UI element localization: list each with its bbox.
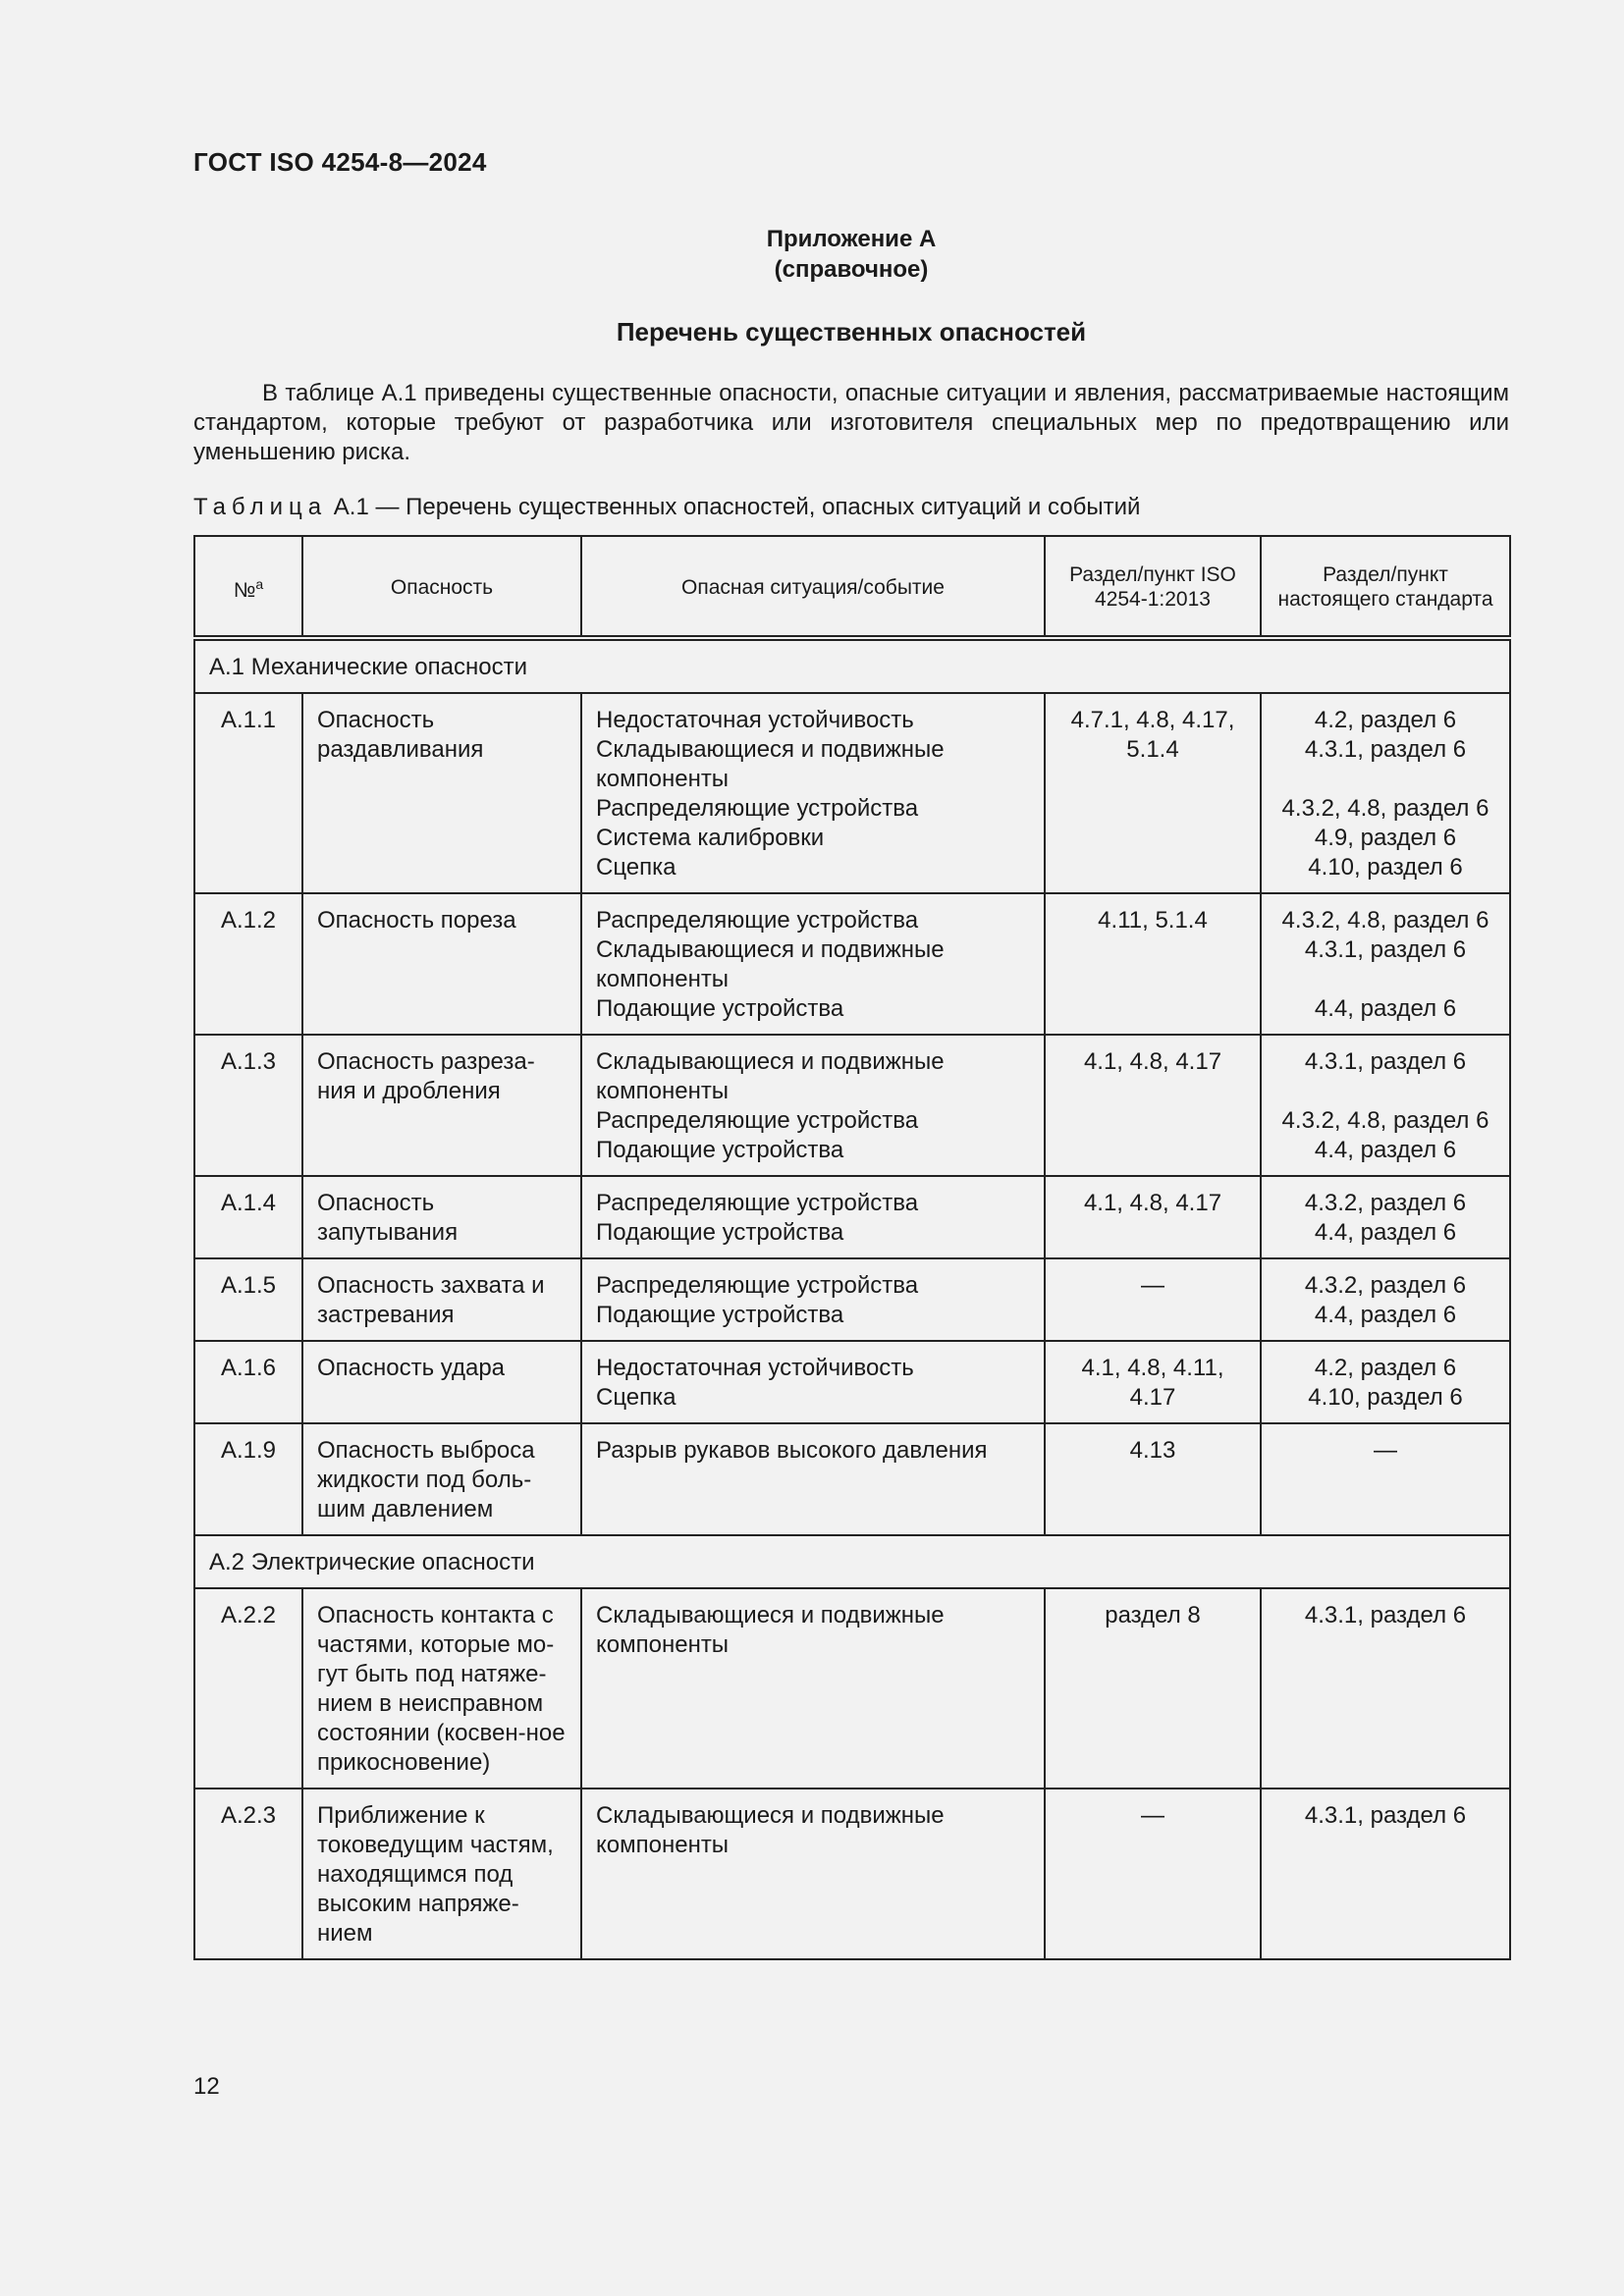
cell-num: А.1.6 (194, 1341, 302, 1423)
cell-hazard: Опасность выброса жидкости под боль-шим давлением (302, 1423, 581, 1535)
cell-line: 4.3.1, раздел 6 (1304, 1802, 1467, 1829)
cell-line: — (1374, 1437, 1397, 1464)
cell-line: Распределяющие устройства (596, 795, 919, 822)
header-std-section: Раздел/пункт настоящего стандарта (1261, 536, 1510, 638)
cell-num: А.1.5 (194, 1258, 302, 1341)
cell-line: 4.3.1, раздел 6 (1304, 1602, 1467, 1629)
cell-iso-section: раздел 8 (1045, 1588, 1261, 1789)
cell-line: 4.2, раздел 6 (1314, 707, 1457, 733)
cell-line: 4.3.2, 4.8, раздел 6 (1281, 795, 1489, 822)
cell-std-section (1261, 1258, 1510, 1341)
cell-hazard: Опасность пореза (302, 893, 581, 1035)
cell-hazard: Опасность захвата и застревания (302, 1258, 581, 1341)
cell-line: Складывающиеся и подвижные компоненты (596, 1048, 945, 1104)
cell-situations (581, 693, 1045, 893)
section-row-a2 (194, 1535, 1510, 1588)
cell-situations (581, 1423, 1045, 1535)
table-caption (193, 494, 1140, 521)
cell-std-section (1261, 1789, 1510, 1959)
cell-std-section (1261, 1035, 1510, 1176)
table-row (194, 693, 1510, 893)
annex-label (193, 224, 1509, 285)
table-row (194, 1258, 1510, 1341)
cell-std-section (1261, 693, 1510, 893)
cell-line: 4.3.1, раздел 6 (1304, 1048, 1467, 1075)
cell-iso-section: 4.1, 4.8, 4.11, 4.17 (1045, 1341, 1261, 1423)
header-situation: Опасная ситуация/событие (581, 536, 1045, 638)
header-iso-section: Раздел/пункт ISO 4254-1:2013 (1045, 536, 1261, 638)
cell-line: Складывающиеся и подвижные компоненты (596, 936, 945, 992)
cell-line: Складывающиеся и подвижные компоненты (596, 1802, 945, 1858)
cell-line: Недостаточная устойчивость (596, 707, 914, 733)
cell-line: Подающие устройства (596, 1137, 844, 1163)
header-num-footnote: a (255, 575, 264, 592)
header-num: №$^a$ (194, 536, 302, 638)
cell-line: Распределяющие устройства (596, 907, 919, 934)
hazards-table (193, 535, 1511, 1960)
cell-std-section (1261, 1423, 1510, 1535)
intro-paragraph (193, 379, 1509, 467)
cell-iso-section: 4.1, 4.8, 4.17 (1045, 1035, 1261, 1176)
cell-std-section (1261, 1588, 1510, 1789)
cell-iso-section: — (1045, 1789, 1261, 1959)
cell-line: 4.10, раздел 6 (1308, 1384, 1463, 1411)
cell-line: Складывающиеся и подвижные компоненты (596, 1602, 945, 1658)
cell-hazard: Опасность запутывания (302, 1176, 581, 1258)
cell-line: Недостаточная устойчивость (596, 1355, 914, 1381)
cell-line: 4.3.1, раздел 6 (1304, 736, 1467, 763)
cell-line: Сцепка (596, 854, 677, 881)
cell-num: А.1.3 (194, 1035, 302, 1176)
table-row (194, 1035, 1510, 1176)
cell-line: Система калибровки (596, 825, 825, 851)
table-row (194, 1176, 1510, 1258)
section-title-a1: А.1 Механические опасности (194, 638, 1510, 693)
table-row (194, 1341, 1510, 1423)
cell-line: 4.4, раздел 6 (1314, 1219, 1457, 1246)
cell-num: А.1.4 (194, 1176, 302, 1258)
cell-situations (581, 1035, 1045, 1176)
cell-line: 4.3.2, 4.8, раздел 6 (1281, 1107, 1489, 1134)
cell-line: Складывающиеся и подвижные компоненты (596, 736, 945, 792)
cell-situations (581, 1588, 1045, 1789)
cell-situations (581, 1789, 1045, 1959)
cell-hazard: Опасность раздавливания (302, 693, 581, 893)
annex-title: Приложение А (766, 226, 937, 252)
cell-line: Подающие устройства (596, 1219, 844, 1246)
annex-heading: Перечень существенных опасностей (616, 317, 1087, 347)
cell-situations (581, 1258, 1045, 1341)
cell-line: 4.4, раздел 6 (1314, 1137, 1457, 1163)
cell-iso-section: 4.7.1, 4.8, 4.17, 5.1.4 (1045, 693, 1261, 893)
cell-line: 4.3.2, 4.8, раздел 6 (1281, 907, 1489, 934)
page-number: 12 (193, 2073, 220, 2100)
cell-line (1275, 965, 1495, 994)
cell-std-section (1261, 1176, 1510, 1258)
cell-hazard: Опасность контакта с частями, которые мо-гут быть под натяже-нием в неисправном состоянии (косвен-ное прикосновение) (302, 1588, 581, 1789)
cell-hazard: Опасность разреза-ния и дробления (302, 1035, 581, 1176)
cell-num: А.2.3 (194, 1789, 302, 1959)
table-header-row (194, 536, 1510, 638)
section-row-a1 (194, 638, 1510, 693)
cell-num: А.1.9 (194, 1423, 302, 1535)
document-code: ГОСТ ISO 4254-8—2024 (193, 147, 487, 177)
cell-line: 4.3.2, раздел 6 (1304, 1272, 1467, 1299)
table-row (194, 1423, 1510, 1535)
cell-line: Подающие устройства (596, 995, 844, 1022)
cell-line: Сцепка (596, 1384, 677, 1411)
cell-iso-section: — (1045, 1258, 1261, 1341)
table-row (194, 1789, 1510, 1959)
cell-line (1275, 1077, 1495, 1106)
cell-situations (581, 893, 1045, 1035)
section-title-a2: А.2 Электрические опасности (194, 1535, 1510, 1588)
cell-line: Распределяющие устройства (596, 1107, 919, 1134)
cell-num: А.1.2 (194, 893, 302, 1035)
table-row (194, 1588, 1510, 1789)
intro-text: В таблице А.1 приведены существенные опасности, опасные ситуации и явления, рассматриваемые настоящим стандартом, которые требуют от разработчика или изготовителя специальных мер по предотвращению или уменьшению риска. (193, 380, 1509, 465)
table-caption-word: Таблица (193, 494, 328, 520)
cell-line: 4.2, раздел 6 (1314, 1355, 1457, 1381)
cell-std-section (1261, 1341, 1510, 1423)
cell-line: 4.4, раздел 6 (1314, 1302, 1457, 1328)
cell-iso-section: 4.11, 5.1.4 (1045, 893, 1261, 1035)
cell-num: А.1.1 (194, 693, 302, 893)
cell-hazard: Опасность удара (302, 1341, 581, 1423)
cell-iso-section: 4.1, 4.8, 4.17 (1045, 1176, 1261, 1258)
cell-situations (581, 1176, 1045, 1258)
cell-line: Распределяющие устройства (596, 1190, 919, 1216)
cell-line: 4.9, раздел 6 (1314, 825, 1457, 851)
cell-num: А.2.2 (194, 1588, 302, 1789)
cell-line: Подающие устройства (596, 1302, 844, 1328)
cell-line: Распределяющие устройства (596, 1272, 919, 1299)
cell-line (1275, 765, 1495, 794)
cell-line: 4.3.1, раздел 6 (1304, 936, 1467, 963)
cell-line: 4.3.2, раздел 6 (1304, 1190, 1467, 1216)
table-row (194, 893, 1510, 1035)
annex-subtitle: (справочное) (774, 256, 929, 283)
cell-line: 4.4, раздел 6 (1314, 995, 1457, 1022)
header-hazard: Опасность (302, 536, 581, 638)
cell-line: Разрыв рукавов высокого давления (596, 1437, 988, 1464)
cell-hazard: Приближение к токоведущим частям, находящимся под высоким напряже-нием (302, 1789, 581, 1959)
table-caption-text: А.1 — Перечень существенных опасностей, опасных ситуаций и событий (333, 494, 1141, 520)
cell-situations (581, 1341, 1045, 1423)
cell-std-section (1261, 893, 1510, 1035)
cell-line: 4.10, раздел 6 (1308, 854, 1463, 881)
cell-iso-section: 4.13 (1045, 1423, 1261, 1535)
